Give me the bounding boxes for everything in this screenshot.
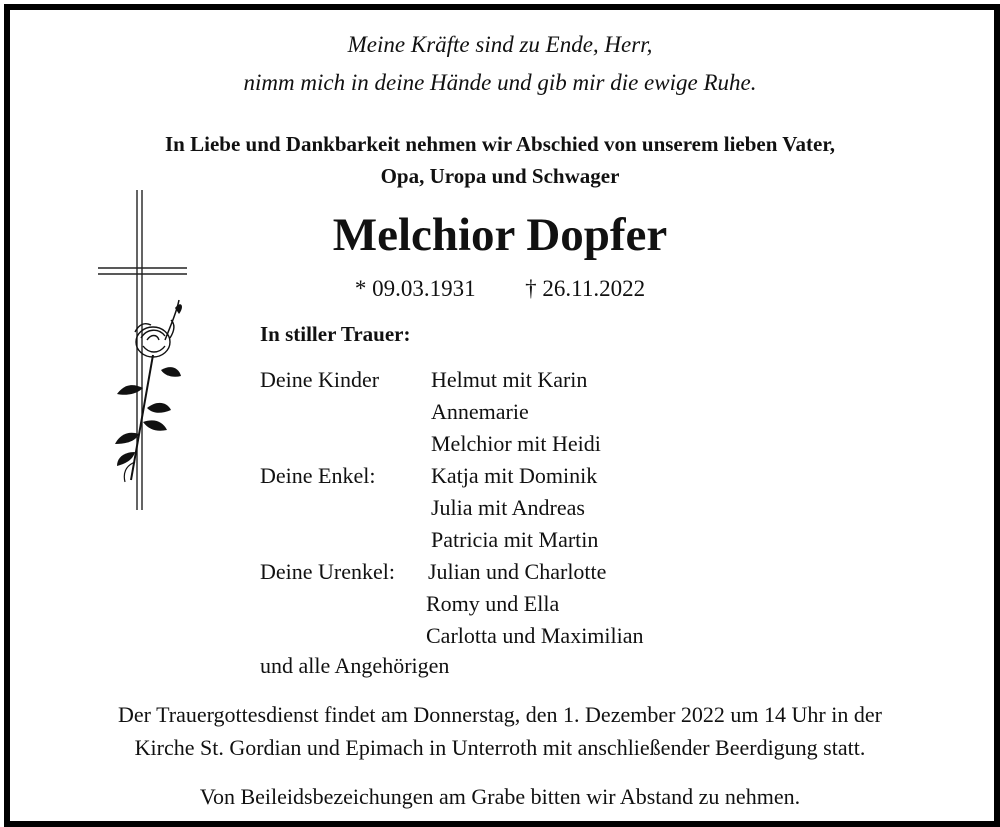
list-item: Julian und Charlotte xyxy=(428,559,607,584)
list-item: Julia mit Andreas xyxy=(431,495,585,520)
list-item: Katja mit Dominik xyxy=(431,463,598,488)
intro xyxy=(0,128,1000,192)
mourners-closing: und alle Angehörigen xyxy=(260,653,450,678)
group-label-kinder: Deine Kinder xyxy=(260,367,380,392)
list-item: Romy und Ella xyxy=(426,591,560,616)
service-info xyxy=(0,698,1000,764)
service-line-2: Kirche St. Gordian und Epimach in Unterroth mit anschließender Beerdigung statt. xyxy=(134,735,866,760)
intro-line-1: In Liebe und Dankbarkeit nehmen wir Abschied von unserem lieben Vater, xyxy=(165,132,835,156)
service-line-1: Der Trauergottesdienst findet am Donnerstag, den 1. Dezember 2022 um 14 Uhr in der xyxy=(118,702,882,727)
group-label-enkel: Deine Enkel: xyxy=(260,463,376,488)
list-item: Helmut mit Karin xyxy=(431,367,588,392)
birth-date: * 09.03.1931 xyxy=(354,276,476,301)
verse xyxy=(0,26,1000,102)
death-date: † 26.11.2022 xyxy=(525,276,646,301)
condolence-note: Von Beileidsbezeichungen am Grabe bitten wir Abstand zu nehmen. xyxy=(199,784,801,809)
verse-line-1: Meine Kräfte sind zu Ende, Herr, xyxy=(347,32,653,57)
verse-line-2: nimm mich in deine Hände und gib mir die ewige Ruhe. xyxy=(243,70,757,95)
list-item: Melchior mit Heidi xyxy=(431,431,601,456)
list-item: Patricia mit Martin xyxy=(431,527,599,552)
list-item: Annemarie xyxy=(431,399,529,424)
mourners-heading: In stiller Trauer: xyxy=(260,322,411,346)
group-label-urenkel: Deine Urenkel: xyxy=(260,559,395,584)
intro-line-2: Opa, Uropa und Schwager xyxy=(380,164,620,188)
cross-with-rose-icon xyxy=(95,190,195,520)
list-item: Carlotta und Maximilian xyxy=(426,623,644,648)
deceased-name: Melchior Dopfer xyxy=(332,209,668,261)
